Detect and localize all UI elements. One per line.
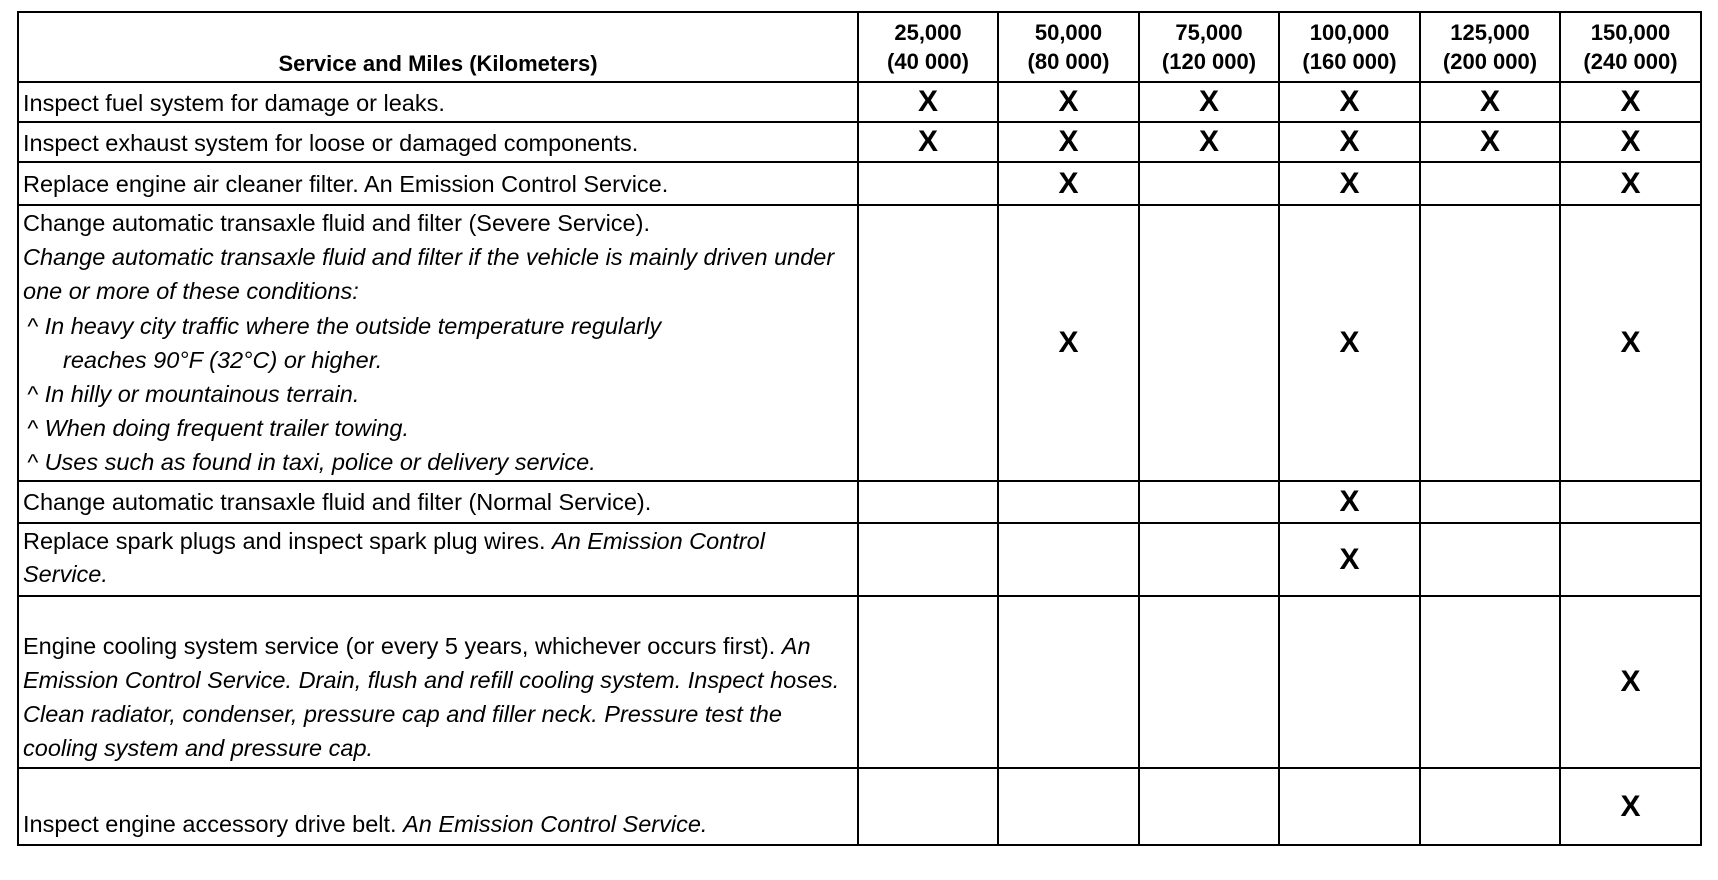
interval-cell (1279, 596, 1420, 768)
interval-miles: 150,000 (1590, 20, 1671, 45)
condition-item (23, 411, 853, 445)
interval-mark: X (1339, 485, 1360, 518)
interval-cell (858, 122, 998, 162)
interval-cell (1560, 596, 1701, 768)
interval-mark: X (1058, 85, 1079, 118)
interval-miles: 125,000 (1450, 20, 1530, 45)
interval-cell (858, 162, 998, 205)
service-note: Change automatic transaxle fluid and filter if the vehicle is mainly driven under one or more of these conditions: (23, 244, 835, 305)
interval-km: (120 000) (1161, 49, 1257, 74)
service-description (18, 768, 858, 845)
bullet-marker: ^ (27, 312, 39, 339)
table-row (18, 205, 1701, 481)
interval-header (858, 12, 998, 82)
interval-cell (1279, 82, 1420, 122)
interval-km: (160 000) (1302, 49, 1397, 74)
interval-cell (998, 768, 1139, 845)
interval-mark: X (917, 85, 938, 118)
condition-item (23, 309, 853, 343)
interval-cell (1420, 205, 1560, 481)
interval-cell (1279, 523, 1420, 596)
maintenance-schedule (17, 11, 1702, 846)
interval-cell (1139, 596, 1279, 768)
table-row (18, 481, 1701, 523)
table-row (18, 122, 1701, 162)
interval-mark: X (1620, 665, 1641, 698)
condition-text: Uses such as found in taxi, police or delivery service. (44, 449, 596, 476)
interval-cell (1279, 481, 1420, 523)
table-row (18, 596, 1701, 768)
interval-cell (1560, 481, 1701, 523)
interval-mark: X (1339, 166, 1360, 200)
service-description (18, 122, 858, 162)
condition-text: When doing frequent trailer towing. (44, 415, 410, 442)
condition-text: In hilly or mountainous terrain. (44, 381, 360, 408)
table-row (18, 523, 1701, 596)
interval-cell (1279, 205, 1420, 481)
interval-header (1279, 12, 1420, 82)
table-row (18, 768, 1701, 845)
service-column-header: Service and Miles (Kilometers) (18, 12, 858, 82)
interval-cell (858, 82, 998, 122)
interval-cell (1279, 122, 1420, 162)
interval-cell (1420, 523, 1560, 596)
interval-mark: X (1058, 326, 1079, 359)
interval-mark: X (1339, 125, 1360, 158)
interval-cell (1420, 162, 1560, 205)
service-text: Replace spark plugs and inspect spark plug wires. (23, 528, 546, 554)
interval-mark: X (1620, 326, 1641, 359)
interval-mark: X (1198, 125, 1219, 158)
interval-header (1139, 12, 1279, 82)
interval-miles: 75,000 (1175, 20, 1243, 45)
interval-miles: 25,000 (894, 20, 962, 45)
interval-km: (40 000) (887, 49, 969, 74)
bullet-marker: ^ (27, 449, 39, 476)
service-description (18, 481, 858, 523)
interval-cell (1560, 523, 1701, 596)
interval-header (1420, 12, 1560, 82)
condition-continuation: reaches 90°F (32°C) or higher. (63, 346, 383, 373)
interval-cell (1420, 82, 1560, 122)
service-note: An Emission Control Service. Drain, flush and refill cooling system. Inspect hoses. Clean radiator, condenser, pressure cap and filler neck. Pressure test the cooling system and pressure cap. (23, 633, 840, 761)
interval-cell (1560, 122, 1701, 162)
interval-mark: X (1620, 125, 1641, 158)
service-note: An Emission Control Service. (23, 528, 765, 587)
service-text: Change automatic transaxle fluid and filter (Severe Service). (23, 210, 650, 236)
interval-mark: X (1479, 85, 1500, 118)
service-description (18, 205, 858, 481)
bullet-marker: ^ (27, 381, 39, 408)
interval-mark: X (1339, 85, 1360, 118)
interval-cell (998, 82, 1139, 122)
interval-cell (1420, 122, 1560, 162)
interval-cell (1560, 82, 1701, 122)
interval-mark: X (1620, 85, 1641, 118)
interval-km: (200 000) (1442, 49, 1538, 74)
interval-mark: X (1620, 789, 1641, 823)
service-text: Inspect engine accessory drive belt. (23, 811, 397, 837)
service-description (18, 82, 858, 122)
interval-mark: X (1479, 125, 1500, 158)
interval-miles: 50,000 (1034, 20, 1103, 45)
interval-cell (1279, 768, 1420, 845)
interval-mark: X (1339, 542, 1360, 576)
interval-cell (858, 481, 998, 523)
interval-cell (1139, 162, 1279, 205)
interval-cell (858, 523, 998, 596)
interval-km: (240 000) (1583, 49, 1678, 74)
interval-header (998, 12, 1139, 82)
service-text: Engine cooling system service (or every 5 years, whichever occurs first). (23, 633, 776, 659)
condition-item (23, 445, 853, 479)
interval-mark: X (1058, 125, 1079, 158)
interval-cell (1420, 596, 1560, 768)
header-row (18, 12, 1701, 82)
interval-cell (998, 162, 1139, 205)
interval-cell (1560, 205, 1701, 481)
interval-cell (998, 523, 1139, 596)
interval-km: (80 000) (1027, 49, 1110, 74)
interval-cell (1560, 162, 1701, 205)
interval-cell (858, 768, 998, 845)
interval-cell (858, 596, 998, 768)
interval-cell (1139, 122, 1279, 162)
interval-cell (1139, 205, 1279, 481)
bullet-marker: ^ (27, 415, 39, 442)
interval-cell (998, 596, 1139, 768)
interval-cell (1139, 82, 1279, 122)
condition-text: In heavy city traffic where the outside temperature regularly (44, 312, 662, 339)
service-text: Replace engine air cleaner filter. An Emission Control Service. (23, 171, 669, 197)
interval-mark: X (917, 125, 938, 158)
service-note: An Emission Control Service. (403, 811, 708, 837)
interval-cell (998, 205, 1139, 481)
interval-header (1560, 12, 1701, 82)
interval-cell (998, 122, 1139, 162)
interval-cell (1139, 768, 1279, 845)
interval-cell (1139, 523, 1279, 596)
interval-cell (998, 481, 1139, 523)
interval-cell (1139, 481, 1279, 523)
service-text: Change automatic transaxle fluid and filter (Normal Service). (23, 489, 652, 515)
service-text: Inspect exhaust system for loose or damaged components. (23, 130, 639, 156)
interval-cell (1560, 768, 1701, 845)
service-description (18, 596, 858, 768)
interval-mark: X (1620, 166, 1641, 200)
service-text: Inspect fuel system for damage or leaks. (23, 90, 445, 116)
maintenance-table (17, 11, 1702, 846)
interval-cell (1420, 768, 1560, 845)
interval-cell (1279, 162, 1420, 205)
service-description (18, 523, 858, 596)
interval-mark: X (1058, 166, 1079, 200)
table-row (18, 162, 1701, 205)
interval-cell (858, 205, 998, 481)
interval-miles: 100,000 (1309, 20, 1390, 45)
interval-mark: X (1198, 85, 1219, 118)
table-row (18, 82, 1701, 122)
interval-cell (1420, 481, 1560, 523)
condition-item (23, 377, 853, 411)
interval-mark: X (1339, 326, 1360, 359)
service-description (18, 162, 858, 205)
